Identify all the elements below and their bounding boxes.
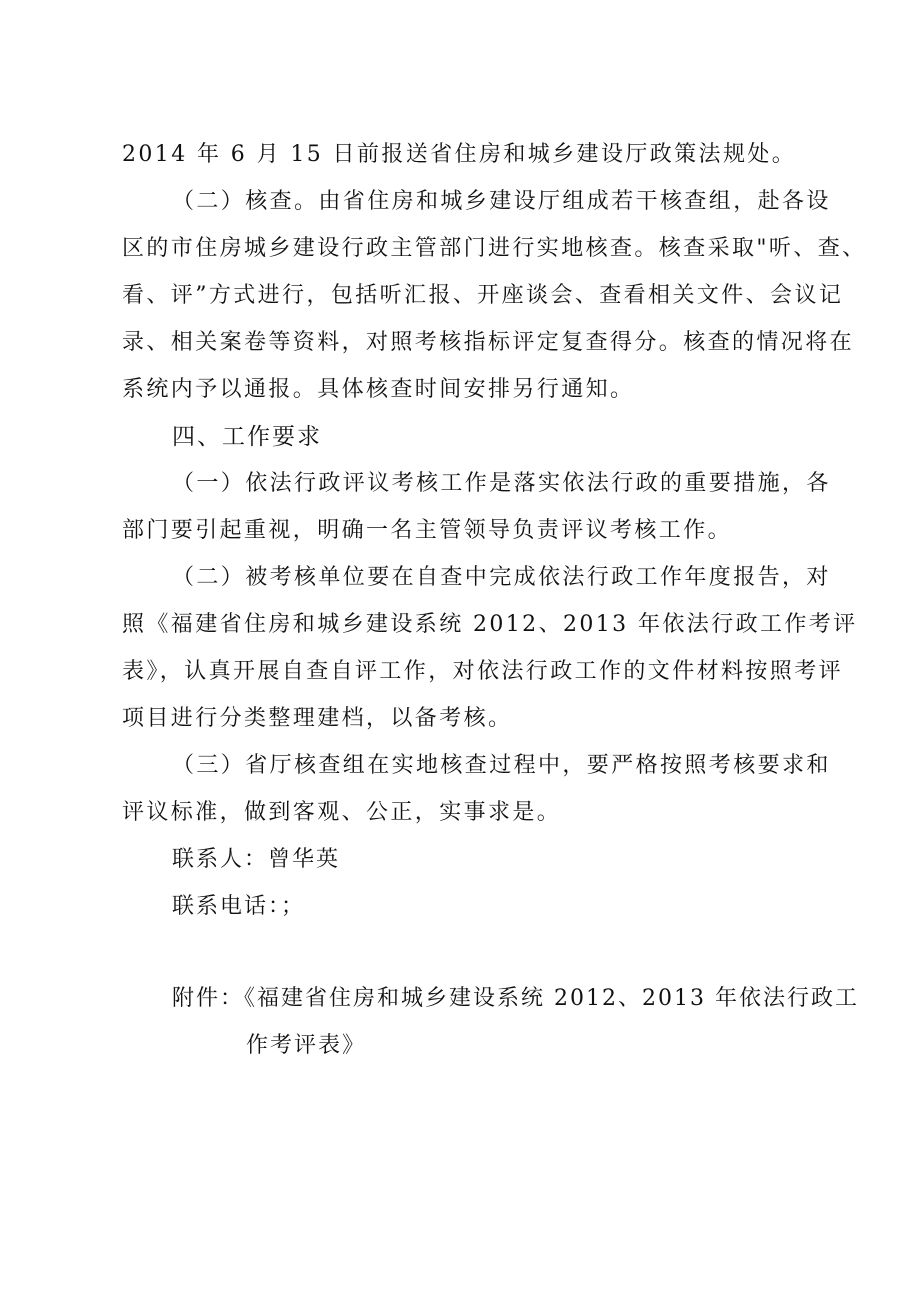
paragraph-line: （一）依法行政评议考核工作是落实依法行政的重要措施，各 — [172, 471, 831, 496]
paragraph-line: 系统内予以通报。具体核查时间安排另行通知。 — [122, 377, 635, 402]
paragraph-line: （二）核查。由省住房和城乡建设厅组成若干核查组，赴各设 — [172, 189, 831, 214]
paragraph-line: 录、相关案卷等资料，对照考核指标评定复查得分。核查的情况将在 — [122, 330, 855, 355]
paragraph-line: 2014 年 6 月 15 日前报送省住房和城乡建设厅政策法规处。 — [122, 142, 797, 167]
paragraph-line: 项目进行分类整理建档，以备考核。 — [122, 706, 513, 731]
attachment-line: 作考评表》 — [246, 1033, 367, 1058]
paragraph-line: （三）省厅核查组在实地核查过程中，要严格按照考核要求和 — [172, 753, 831, 778]
paragraph-line: （二）被考核单位要在自查中完成依法行政工作年度报告，对 — [172, 565, 831, 590]
paragraph-line: 看、评”方式进行，包括听汇报、开座谈会、查看相关文件、会议记 — [122, 283, 844, 308]
paragraph-line: 部门要引起重视，明确一名主管领导负责评议考核工作。 — [122, 518, 733, 543]
paragraph-line: 表》，认真开展自查自评工作，对依法行政工作的文件材料按照考评 — [122, 659, 844, 684]
paragraph-line: 评议标准，做到客观、公正，实事求是。 — [122, 800, 562, 825]
contact-phone: 联系电话：； — [172, 894, 306, 919]
paragraph-line: 照《福建省住房和城乡建设系统 2012、2013 年依法行政工作考评 — [122, 612, 858, 637]
contact-person: 联系人：曾华英 — [172, 847, 341, 872]
paragraph-line: 区的市住房城乡建设行政主管部门进行实地核查。核查采取"听、查、 — [122, 236, 867, 261]
attachment-line: 附件：《福建省住房和城乡建设系统 2012、2013 年依法行政工 — [172, 986, 859, 1011]
section-heading: 四、工作要求 — [172, 424, 322, 450]
